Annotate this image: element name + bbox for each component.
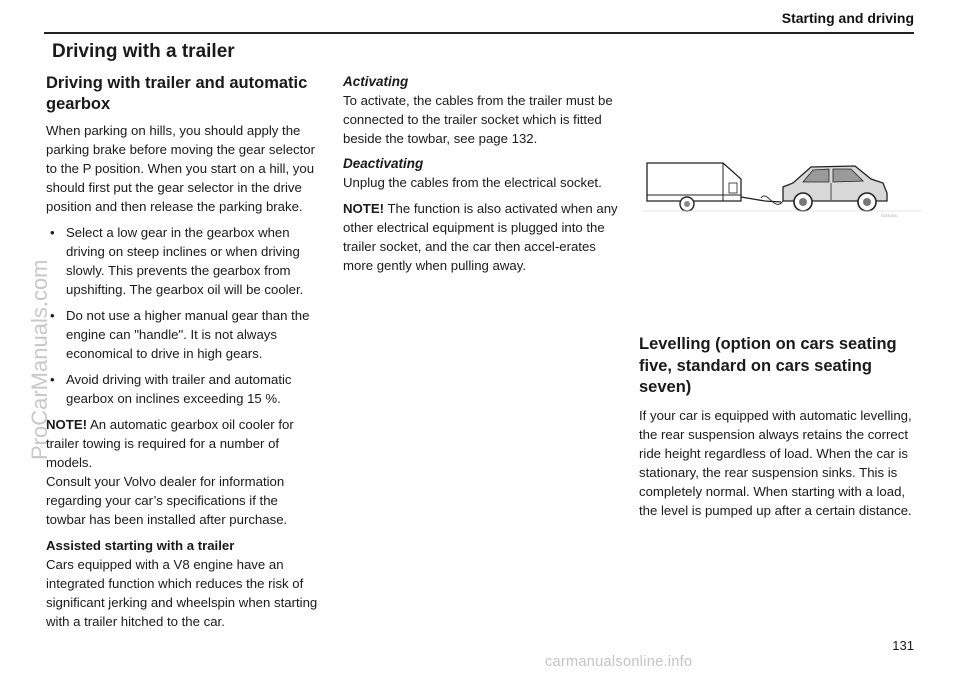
- car-trailer-icon: [643, 157, 921, 219]
- list-item: • Avoid driving with trailer and automatic gearbox on inclines exceeding 15 %.: [66, 370, 321, 408]
- deactivating-heading: Deactivating: [343, 156, 424, 171]
- section-heading-levelling: Levelling (option on cars seating five, standard on cars seating seven): [639, 335, 897, 396]
- note-paragraph: [46, 415, 321, 472]
- consult-paragraph: Consult your Volvo dealer for information regarding your car’s specifications if the towbar has been installed after purchase.: [46, 474, 288, 527]
- note-text: An automatic gearbox oil cooler for trailer towing is required for a number of models.: [46, 417, 294, 470]
- list-item: • Select a low gear in the gearbox when driving on steep inclines or when driving slowly. This prevents the gearbox from upshifting. The gearbox oil will be cooler.: [66, 223, 321, 299]
- running-header: Starting and driving: [781, 10, 914, 26]
- note-paragraph: [343, 199, 618, 275]
- deactivating-paragraph: Unplug the cables from the electrical socket.: [343, 175, 602, 190]
- list-item: • Do not use a higher manual gear than the engine can "handle". It is not always economical to drive in high gears.: [66, 306, 321, 363]
- advice-list: [46, 223, 321, 408]
- header-divider: [44, 32, 914, 34]
- car-towing-trailer-illustration: [643, 157, 921, 219]
- column-right: [639, 334, 917, 527]
- watermark-bottom: carmanualsonline.info: [545, 654, 693, 670]
- column-middle: [343, 73, 618, 282]
- column-left: [46, 73, 321, 638]
- page-title: Driving with a trailer: [52, 41, 235, 62]
- levelling-paragraph: If your car is equipped with automatic levelling, the rear suspension always retains the correct ride height regardless of load. When the car is stationary, the rear suspension sinks. This is completely normal. When starting with a load, the level is pumped up after a certain distance.: [639, 407, 912, 518]
- watermark-side: ProCarManuals.com: [27, 259, 52, 460]
- intro-paragraph: When parking on hills, you should apply the parking brake before moving the gear selector to the P position. When you start on a hill, you should first put the gear selector in the drive position and then release the parking brake.: [46, 123, 316, 214]
- assisted-starting-heading: Assisted starting with a trailer: [46, 538, 235, 553]
- note-label: NOTE!: [343, 201, 385, 216]
- activating-heading: Activating: [343, 74, 409, 89]
- page-number: 131: [892, 638, 914, 653]
- note-text: The function is also activated when any other electrical equipment is plugged into the trailer socket, and the car then accel-erates more gently when pulling away.: [343, 201, 618, 273]
- activating-paragraph: To activate, the cables from the trailer must be connected to the trailer socket which is fitted beside the towbar, see page 132.: [343, 93, 613, 146]
- section-heading-trailer-automatic: Driving with trailer and automatic gearbox: [46, 74, 308, 113]
- svg-text:G000000: G000000: [881, 213, 898, 218]
- assisted-starting-paragraph: Cars equipped with a V8 engine have an integrated function which reduces the risk of significant jerking and wheelspin when starting with a trailer hitched to the car.: [46, 557, 318, 629]
- note-label: NOTE!: [46, 417, 88, 432]
